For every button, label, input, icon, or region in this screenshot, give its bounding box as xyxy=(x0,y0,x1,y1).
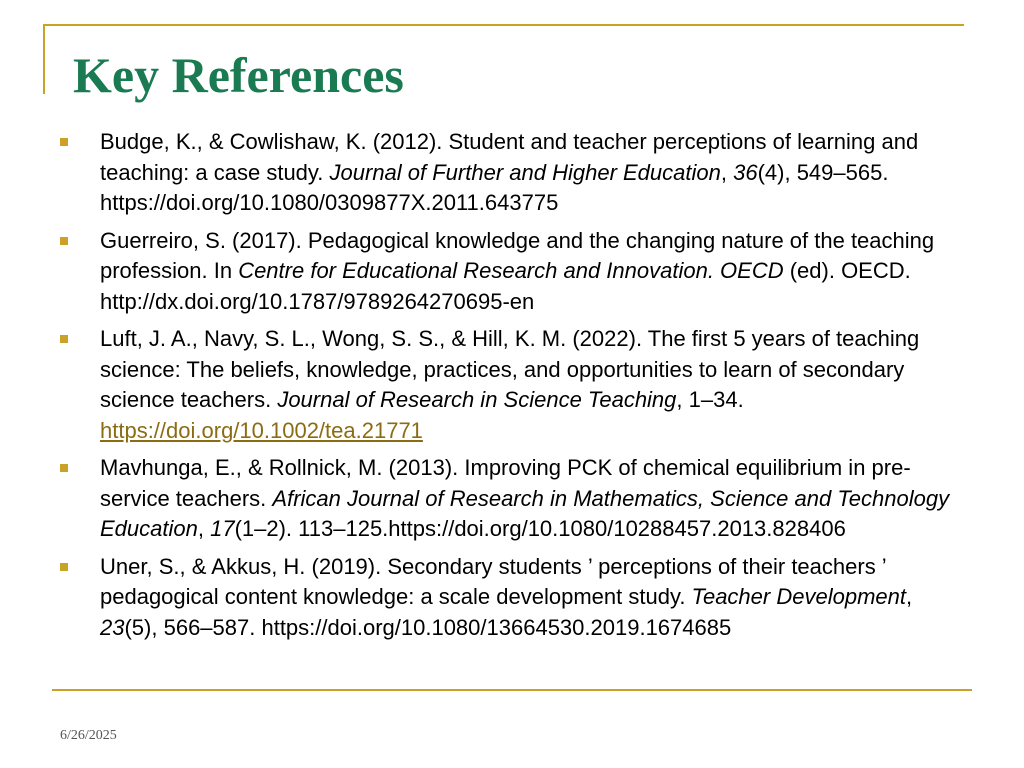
reference-separator: , xyxy=(905,584,913,609)
reference-volume: 17 xyxy=(210,516,235,541)
reference-item xyxy=(60,453,960,545)
reference-details: (1–2). 113–125.https://doi.org/10.1080/10288457.2013.828406 xyxy=(234,516,846,541)
reference-journal: African Journal of Research in Mathematics, Science and Technology Education xyxy=(100,485,950,541)
reference-list xyxy=(60,127,960,650)
reference-authors: Guerreiro, S. (2017). Pedagogical knowledge and the changing nature of the teaching profession. In xyxy=(100,227,935,283)
reference-item xyxy=(60,127,960,219)
reference-doi-link[interactable]: https://doi.org/10.1002/tea.21771 xyxy=(100,417,423,443)
bullet-icon xyxy=(60,464,68,472)
reference-details: , 1–34. xyxy=(676,387,744,412)
reference-journal: Journal of Research in Science Teaching xyxy=(277,387,677,412)
bullet-icon xyxy=(60,563,68,571)
top-divider xyxy=(43,24,964,26)
left-divider xyxy=(43,24,45,94)
reference-journal: Teacher Development xyxy=(691,584,906,609)
reference-volume: 36 xyxy=(733,159,758,185)
bullet-icon xyxy=(60,237,68,245)
reference-item xyxy=(60,226,960,318)
reference-book: Centre for Educational Research and Innovation. OECD xyxy=(238,258,784,283)
reference-separator: , xyxy=(720,159,734,185)
slide-date: 6/26/2025 xyxy=(60,728,117,743)
reference-separator: , xyxy=(197,516,211,541)
bottom-divider xyxy=(52,689,972,691)
reference-details: (4), 549–565. https://doi.org/10.1080/0309877X.2011.643775 xyxy=(100,159,889,215)
slide-title: Key References xyxy=(73,47,404,103)
bullet-icon xyxy=(60,138,68,146)
bullet-icon xyxy=(60,335,68,343)
reference-authors: Budge, K., & Cowlishaw, K. (2012). Student and teacher perceptions of learning and teaching: a case study. xyxy=(100,129,919,185)
reference-details: (5), 566–587. https://doi.org/10.1080/13664530.2019.1674685 xyxy=(124,614,732,640)
reference-details: (ed). OECD. http://dx.doi.org/10.1787/9789264270695-en xyxy=(100,258,911,314)
reference-item xyxy=(60,552,960,644)
reference-authors: Luft, J. A., Navy, S. L., Wong, S. S., & Hill, K. M. (2022). The first 5 years of teaching science: The beliefs, knowledge, practices, and opportunities to learn of secondary science teachers. xyxy=(100,326,920,412)
reference-journal: Journal of Further and Higher Education xyxy=(329,159,721,185)
reference-volume: 23 xyxy=(100,614,125,640)
reference-authors: Uner, S., & Akkus, H. (2019). Secondary students ’ perceptions of their teachers ’ pedagogical content knowledge: a scale development study. xyxy=(100,553,886,609)
reference-authors: Mavhunga, E., & Rollnick, M. (2013). Improving PCK of chemical equilibrium in pre-service teachers. xyxy=(100,455,911,511)
reference-item xyxy=(60,324,960,446)
